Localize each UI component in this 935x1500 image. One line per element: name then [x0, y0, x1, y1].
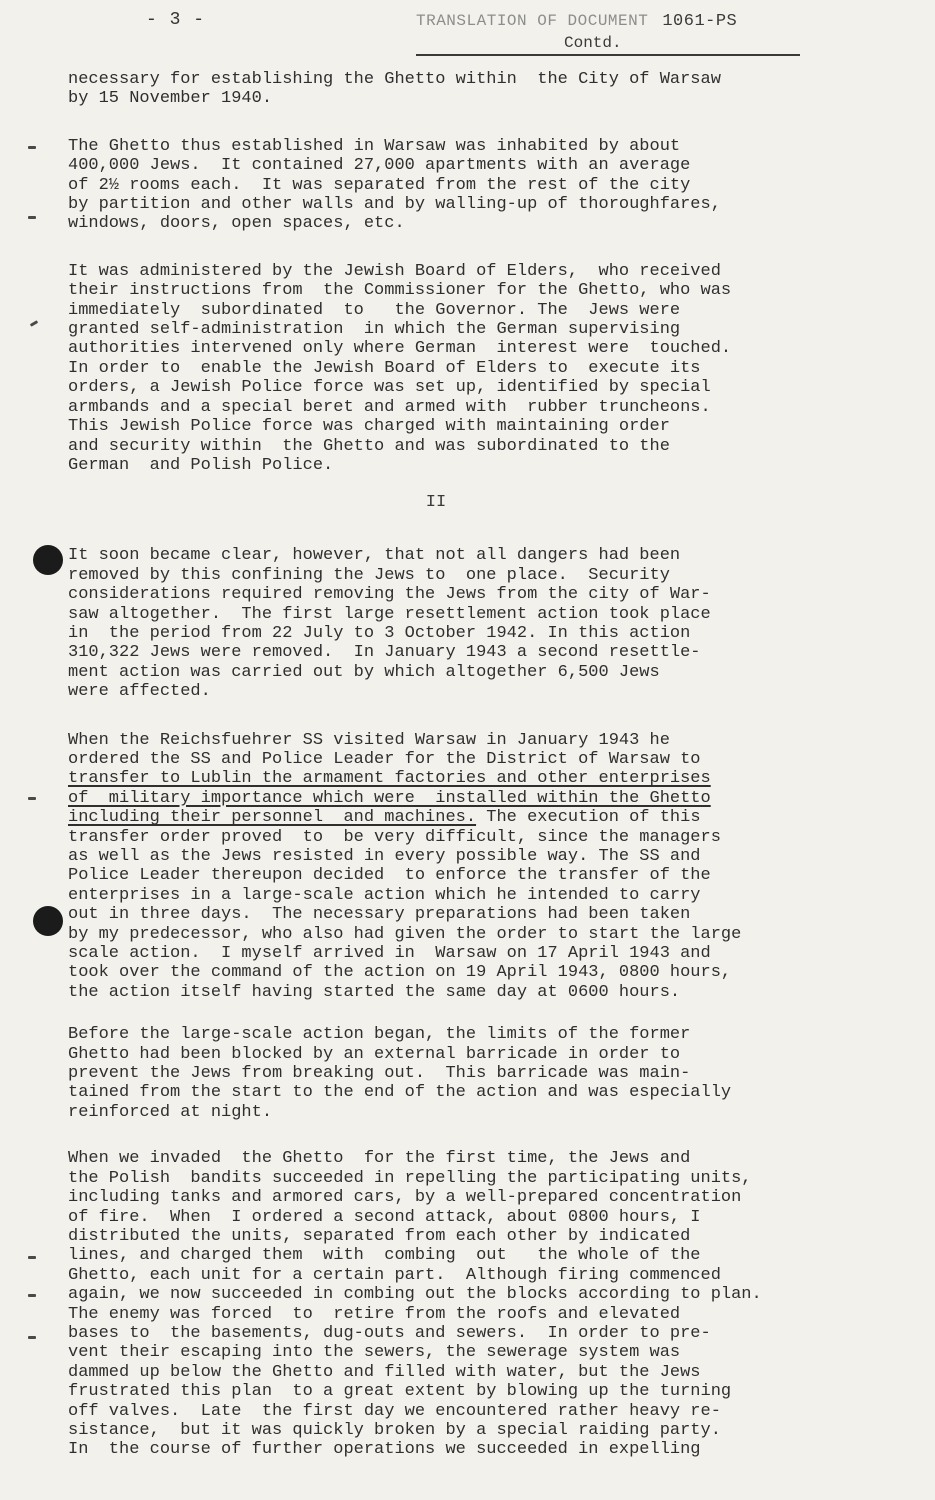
paragraph: The Ghetto thus established in Warsaw was inhabited by about 400,000 Jews. It contained 27,000 apartments with an average of 2½ rooms each. It was separated from the rest of the city by partition and other walls and by walling-up of thoroughfares, windows, doors, open spaces, etc. [68, 136, 721, 234]
paragraph: necessary for establishing the Ghetto within the City of Warsaw by 15 November 1940. [68, 70, 721, 109]
paragraph [68, 731, 868, 1003]
paragraph-text: When the Reichsfuehrer SS visited Warsaw in January 1943 he ordered the SS and Police Leader for the District of Warsaw to [68, 730, 701, 769]
paragraph: It soon became clear, however, that not all dangers had been removed by this confining the Jews to one place. Security considerations required removing the Jews from the city of War- saw altogether. The first large resettlement action took place in the period from 22 July to 3 October 1942. In this action 310,322 Jews were removed. In January 1943 a second resettle- ment action was carried out by which altogether 6,500 Jews were affected. [68, 546, 711, 702]
document-header [416, 12, 737, 31]
header-rule [416, 54, 800, 56]
page-number: - 3 - [146, 10, 206, 30]
section-number: II [425, 493, 447, 513]
document-title: TRANSLATION OF DOCUMENT [416, 12, 649, 30]
paragraph: When we invaded the Ghetto for the first time, the Jews and the Polish bandits succeeded in repelling the participating units, including tanks and armored cars, by a well-prepared concentration of fire. When I ordered a second attack, about 0800 hours, I distributed the units, separated from each other by indicated lines, and charged them with combing out the whole of the Ghetto, each unit for a certain part. Although firing commenced again, we now succeeded in combing out the blocks according to plan. The enemy was forced to retire from the roofs and elevated bases to the basements, dug-outs and sewers. In order to pre- vent their escaping into the sewers, the sewerage system was dammed up below the Ghetto and filled with water, but the Jews frustrated this plan to a great extent by blowing up the turning off valves. Late the first day we encountered rather heavy re- sistance, but it was quickly broken by a special raiding party. In the course of further operations we succeeded in expelling [68, 1149, 762, 1460]
margin-mark [28, 1294, 36, 1297]
paragraph-text: The execution of this [476, 808, 701, 828]
margin-mark [30, 320, 38, 327]
punch-hole [33, 545, 63, 575]
paragraph: Before the large-scale action began, the limits of the former Ghetto had been blocked by an external barricade in order to prevent the Jews from breaking out. This barricade was main- tained from the start to the end of the action and was especially reinforced at night. [68, 1025, 732, 1122]
document-number: 1061-PS [662, 12, 738, 31]
margin-mark [28, 216, 36, 219]
paragraph: It was administered by the Jewish Board of Elders, who received their instructions from the Commissioner for the Ghetto, who was immediately subordinated to the Governor. The Jews were granted self-administration in which the German supervising authorities intervened only where German interest were touched. In order to enable the Jewish Board of Elders to execute its orders, a Jewish Police force was set up, identified by special armbands and a special beret and armed with rubber truncheons. This Jewish Police force was charged with maintaining order and security within the Ghetto and was subordinated to the German and Polish Police. [68, 261, 732, 475]
document-body [68, 70, 868, 1460]
underlined-text: transfer to Lublin the armament factories and other enterprises [68, 769, 711, 789]
margin-mark [28, 146, 36, 149]
margin-mark [28, 1256, 36, 1259]
continued-label: Contd. [564, 34, 622, 52]
margin-mark [28, 1336, 36, 1339]
punch-hole [33, 906, 63, 936]
underlined-text: of military importance which were installed within the Ghetto [68, 788, 711, 808]
paragraph-text: transfer order proved to be very difficult, since the managers as well as the Jews resisted in every possible way. The SS and Police Leader thereupon decided to enforce the transfer of the enterprises in a large-scale action which he intended to carry out in three days. The necessary preparations had been taken by my predecessor, who also had given the order to start the large scale action. I myself arrived in Warsaw on 17 April 1943 and took over the command of the action on 19 April 1943, 0800 hours, the action itself having started the same day at 0600 hours. [68, 827, 742, 1002]
underlined-text: including their personnel and machines. [68, 808, 477, 828]
margin-mark [28, 797, 36, 800]
